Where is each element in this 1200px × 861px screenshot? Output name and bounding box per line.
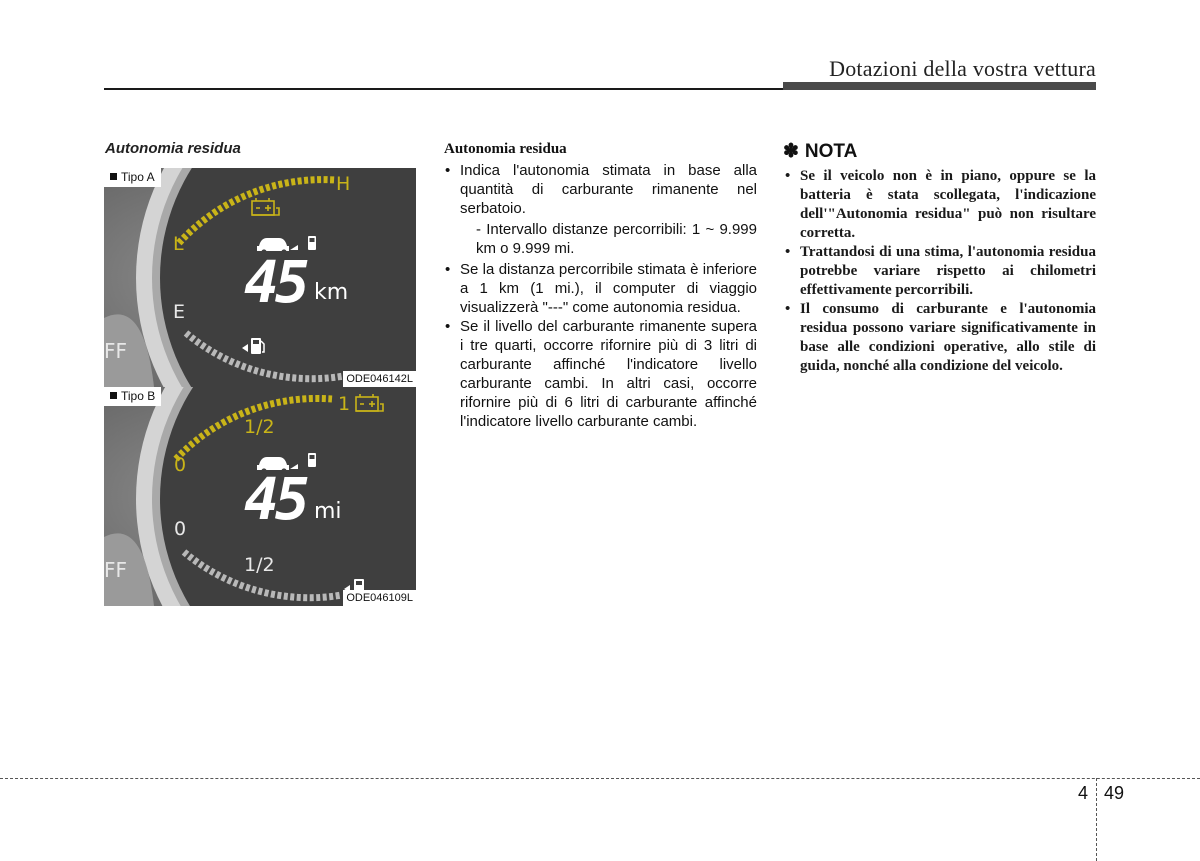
figure-tipo-b [104, 387, 416, 606]
asterisk-icon: ✽ [783, 141, 799, 162]
gauge-letter-full: H [336, 173, 351, 195]
list-item: • Trattandosi di una stima, l'autonomia residua potrebbe variare rispetto ai chilometri effettivamente percorribili. [785, 244, 1096, 298]
list-item: • Indica l'autonomia stimata in base alla quantità di carburante rimanente nel serbatoio. - Intervallo distanze percorribili: 1 ~ 9.999 km o 9.999 mi. [445, 162, 757, 257]
footer-rule [0, 778, 1200, 779]
running-header-title: Dotazioni della vostra vettura [829, 56, 1096, 81]
list-item: • Se la distanza percorribile stimata è inferiore a 1 km (1 mi.), il computer di viaggio visualizzerà "---" come autonomia residua. [445, 261, 757, 316]
range-unit: mi [314, 499, 342, 524]
gauge-mark-zero-upper: 0 [174, 454, 187, 476]
range-interval-note: - Intervallo distanze percorribili: 1 ~ 9.999 km o 9.999 mi. [476, 221, 757, 257]
gauge-letter-low: L [173, 233, 184, 255]
gauge-mark-half-lower: 1/2 [244, 554, 275, 576]
bullet-icon: • [445, 162, 451, 179]
figure-section-title: Autonomia residua [105, 140, 241, 157]
gauge-letter-side: FF [104, 558, 128, 582]
note-list [783, 167, 1096, 376]
middle-column [444, 140, 757, 431]
gauge-letter-side: FF [104, 339, 128, 363]
cluster-tipo-a-illustration [104, 168, 416, 387]
list-item: • Se il veicolo non è in piano, oppure se la batteria è stata scollegata, l'indicazione dell'"Autonomia residua" può non risultare corretta. [785, 168, 1096, 241]
list-item: • Il consumo di carburante e l'autonomia residua possono variare significativamente in base alle condizioni operative, allo stile di guida, nonché alla condizione del veicolo. [785, 301, 1096, 374]
section-heading: Autonomia residua [444, 141, 567, 157]
figure-label-tipo-b: Tipo B [104, 387, 161, 406]
description-list [444, 161, 757, 431]
figure-label-tipo-a: Tipo A [104, 168, 161, 187]
footer-divider [1096, 778, 1097, 861]
header-rule-accent [783, 82, 1096, 90]
figure-code-tipo-b: ODE046109L [343, 590, 416, 606]
note-heading: ✽ NOTA [783, 141, 858, 162]
bullet-icon: • [785, 244, 791, 260]
page-number: 49 [1104, 783, 1125, 803]
bullet-icon: • [785, 168, 791, 184]
cluster-tipo-b-illustration [104, 387, 416, 606]
range-value: 45 [244, 465, 306, 533]
chapter-number: 4 [1078, 783, 1089, 803]
note-box [783, 140, 1096, 376]
range-value: 45 [244, 248, 306, 316]
header-rule [104, 88, 784, 90]
bullet-icon: • [445, 318, 451, 335]
gauge-letter-empty: E [173, 301, 186, 323]
figure-tipo-a [104, 168, 416, 387]
gauge-mark-full: 1 [338, 393, 351, 415]
range-unit: km [314, 280, 349, 305]
gauge-mark-half-upper: 1/2 [244, 416, 275, 438]
bullet-icon: • [445, 261, 451, 278]
bullet-icon: • [785, 301, 791, 317]
gauge-mark-zero-lower: 0 [174, 518, 187, 540]
figure-code-tipo-a: ODE046142L [343, 371, 416, 387]
list-item: • Se il livello del carburante rimanente supera i tre quarti, occorre rifornire più di 3 litri di carburante affinché l'indicatore livello carburante cambi. In altri casi, occorre rifornire più di 6 litri di carburante affinché l'indicatore livello carburante cambi. [445, 318, 757, 430]
